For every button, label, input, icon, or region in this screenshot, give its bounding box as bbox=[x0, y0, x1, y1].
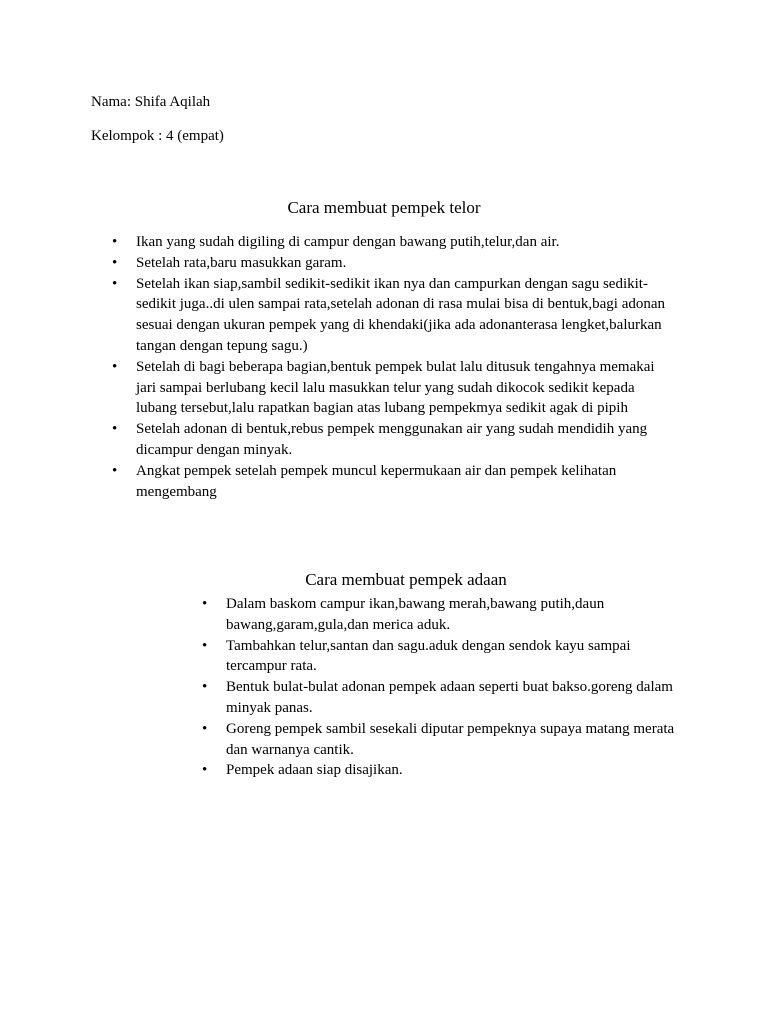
list-item-text: Setelah adonan di bentuk,rebus pempek menggunakan air yang sudah mendidih yang dicampur dengan minyak. bbox=[136, 421, 648, 458]
bullet-icon: • bbox=[112, 462, 118, 479]
list-item-text: Angkat pempek setelah pempek muncul kepermukaan air dan pempek kelihatan mengembang bbox=[136, 462, 617, 500]
list-item bbox=[112, 253, 676, 274]
kelompok-line: Kelompok : 4 (empat) bbox=[91, 128, 224, 144]
bullet-icon: • bbox=[202, 637, 208, 654]
section2-list bbox=[202, 594, 686, 781]
section1-list bbox=[112, 232, 676, 502]
list-item-text: Setelah rata,baru masukkan garam. bbox=[136, 254, 347, 271]
list-item-text: Bentuk bulat-bulat adonan pempek adaan seperti buat bakso.goreng dalam minyak panas. bbox=[226, 679, 673, 716]
bullet-icon: • bbox=[202, 596, 208, 612]
list-item-text: Setelah di bagi beberapa bagian,bentuk pempek bulat lalu ditusuk tengahnya memakai jari sampai berlubang kecil lalu masukkan telur yang sudah dikocok sedikit kepada lubang tersebut,lalu rapatkan bagian atas lubang pempekmya sedikit agak di pipih bbox=[136, 358, 655, 417]
list-item bbox=[112, 357, 676, 419]
list-item bbox=[202, 677, 686, 719]
list-item bbox=[202, 760, 686, 781]
list-item-text: Setelah ikan siap,sambil sedikit-sedikit ikan nya dan campurkan dengan sagu sedikit-sedikit juga..di ulen sampai rata,setelah adonan di rasa mulai bisa di bentuk,bagi adonan sesuai dengan ukuran pempek yang di khendaki(jika ada adonanterasa lengket,balurkan tangan dengan tepung sagu.) bbox=[136, 275, 666, 354]
list-item bbox=[202, 719, 686, 761]
nama-line: Nama: Shifa Aqilah bbox=[91, 94, 211, 110]
bullet-icon: • bbox=[112, 275, 118, 292]
bullet-icon: • bbox=[112, 421, 118, 438]
list-item bbox=[112, 461, 676, 503]
list-item-text: Ikan yang sudah digiling di campur dengan bawang putih,telur,dan air. bbox=[136, 234, 560, 250]
list-item bbox=[112, 232, 676, 253]
bullet-icon: • bbox=[112, 254, 118, 271]
list-item-text: Dalam baskom campur ikan,bawang merah,bawang putih,daun bawang,garam,gula,dan merica aduk. bbox=[226, 596, 605, 633]
list-item-text: Pempek adaan siap disajikan. bbox=[226, 762, 403, 779]
list-item-text: Goreng pempek sambil sesekali diputar pempeknya supaya matang merata dan warnanya cantik. bbox=[226, 720, 675, 758]
list-item bbox=[202, 594, 686, 636]
bullet-icon: • bbox=[202, 762, 208, 779]
bullet-icon: • bbox=[202, 720, 208, 737]
list-item bbox=[112, 274, 676, 357]
section2-title: Cara membuat pempek adaan bbox=[305, 570, 507, 589]
bullet-icon: • bbox=[112, 234, 118, 250]
section1-title: Cara membuat pempek telor bbox=[287, 198, 481, 217]
list-item bbox=[202, 636, 686, 678]
bullet-icon: • bbox=[112, 358, 118, 375]
list-item-text: Tambahkan telur,santan dan sagu.aduk dengan sendok kayu sampai tercampur rata. bbox=[226, 637, 631, 675]
bullet-icon: • bbox=[202, 679, 208, 696]
list-item bbox=[112, 419, 676, 461]
